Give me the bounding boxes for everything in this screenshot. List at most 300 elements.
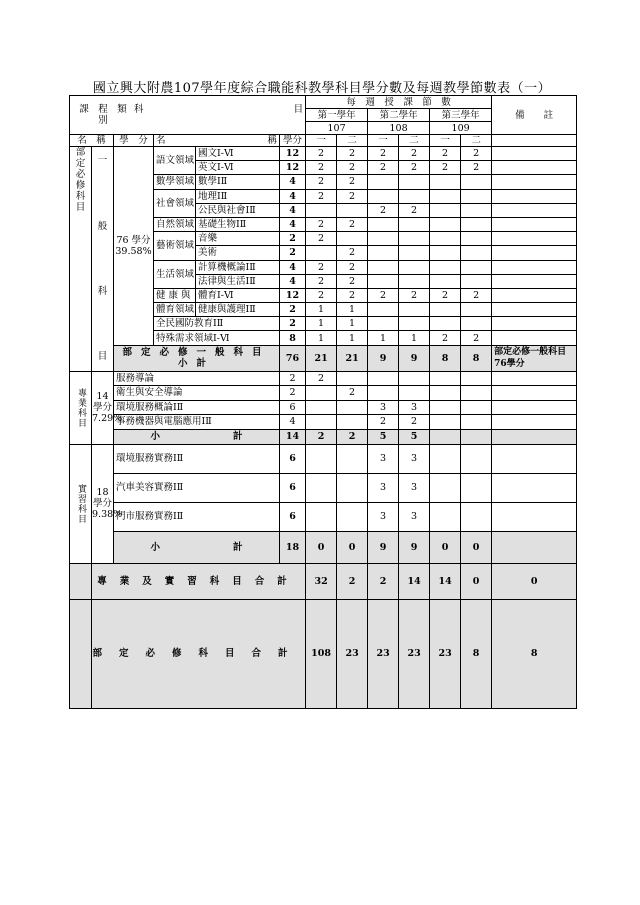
hours-cell: 8 <box>430 345 461 371</box>
hours-cell <box>306 246 337 260</box>
hours-cell <box>368 175 399 189</box>
hours-cell: 2 <box>399 161 430 175</box>
hours-cell: 2 <box>337 175 368 189</box>
hours-cell: 2 <box>306 429 337 444</box>
header-sem: 二 <box>461 135 492 147</box>
subject-name: 公民與社會ⅠⅡ <box>196 203 280 217</box>
hours-cell <box>461 246 492 260</box>
remark-cell <box>492 386 577 401</box>
hours-cell <box>461 175 492 189</box>
pro-prac-total-label: 專業及實習科目合計 <box>92 563 306 599</box>
hours-cell: 2 <box>306 288 337 302</box>
hours-cell <box>461 232 492 246</box>
prac-subtotal-credits: 18 <box>280 531 306 563</box>
general-char: 科 <box>97 285 108 297</box>
hours-cell <box>337 502 368 531</box>
hours-cell: 2 <box>430 288 461 302</box>
pro-category <box>70 371 92 444</box>
header-sem: 二 <box>337 135 368 147</box>
hours-cell <box>430 386 461 401</box>
domain-cell: 社會領域 <box>154 189 196 217</box>
domain-cell: 藝術領域 <box>154 232 196 260</box>
hours-cell <box>461 444 492 473</box>
hours-cell <box>430 260 461 274</box>
hours-cell: 0 <box>430 531 461 563</box>
hours-cell <box>368 274 399 288</box>
hours-cell: 2 <box>337 217 368 231</box>
subject-credits: 6 <box>280 400 306 415</box>
dept-char: 目 <box>75 202 86 213</box>
hours-cell: 9 <box>399 345 430 371</box>
hours-cell: 2 <box>337 260 368 274</box>
remark-cell <box>492 175 577 189</box>
hours-cell <box>399 371 430 386</box>
hours-cell <box>306 502 337 531</box>
hours-cell: 2 <box>337 386 368 401</box>
subject-name: 計算機概論ⅠⅡ <box>196 260 280 274</box>
subject-name: 音樂 <box>196 232 280 246</box>
hours-cell <box>306 415 337 430</box>
subject-credits: 2 <box>280 371 306 386</box>
hours-cell: 3 <box>399 473 430 502</box>
hours-cell <box>368 232 399 246</box>
subject-name: 數學ⅠⅡ <box>196 175 280 189</box>
general-char: 般 <box>97 220 108 232</box>
pro-credits: 14 學分 <box>92 391 112 414</box>
hours-cell: 2 <box>399 203 430 217</box>
remark-cell <box>492 331 577 345</box>
table-row <box>70 502 577 531</box>
remark-cell <box>492 415 577 430</box>
header-year3-no: 109 <box>430 122 492 135</box>
hours-cell: 3 <box>399 400 430 415</box>
hours-cell <box>430 502 461 531</box>
hours-cell <box>461 473 492 502</box>
hours-cell: 2 <box>461 147 492 161</box>
header-category-text: 課 程 類 別 <box>79 104 137 126</box>
hours-cell <box>461 386 492 401</box>
subject-name: 特殊需求領域Ⅰ-Ⅵ <box>154 331 280 345</box>
subject-credits: 6 <box>280 473 306 502</box>
hours-cell: 2 <box>430 147 461 161</box>
hours-cell <box>430 274 461 288</box>
hours-cell <box>399 386 430 401</box>
header-subject-name-a: 名 <box>156 135 166 146</box>
hours-cell <box>306 473 337 502</box>
header-subject-credits: 學分 <box>280 135 306 147</box>
hours-cell <box>430 444 461 473</box>
prac-credits-cell <box>92 444 123 563</box>
hours-cell: 0 <box>461 531 492 563</box>
hours-cell: 3 <box>368 400 399 415</box>
hours-cell <box>461 415 492 430</box>
pro-credits-cell <box>92 371 123 444</box>
remark-cell <box>492 203 577 217</box>
hours-cell: 2 <box>306 161 337 175</box>
hours-cell: 2 <box>368 203 399 217</box>
subject-name: 服務導論 <box>114 371 280 386</box>
hours-cell <box>461 502 492 531</box>
dept-char: 部 <box>75 147 86 158</box>
hours-cell: 2 <box>337 161 368 175</box>
subject-credits: 4 <box>280 415 306 430</box>
hours-cell: 2 <box>337 274 368 288</box>
hours-cell <box>430 246 461 260</box>
subject-credits: 6 <box>280 444 306 473</box>
hours-cell: 2 <box>306 189 337 203</box>
subject-credits: 12 <box>280 147 306 161</box>
prac-label: 實習科目 <box>76 483 86 524</box>
header-course-category <box>70 96 306 135</box>
table-row <box>70 415 577 430</box>
hours-cell: 2 <box>368 563 399 599</box>
hours-cell: 21 <box>337 345 368 371</box>
hours-cell: 3 <box>368 444 399 473</box>
general-credits: 76 學分 <box>116 234 151 246</box>
remark-cell <box>492 317 577 331</box>
remark-cell <box>492 444 577 473</box>
hours-cell: 14 <box>399 563 430 599</box>
remark-cell <box>492 217 577 231</box>
hours-cell: 2 <box>461 288 492 302</box>
subject-credits: 4 <box>280 175 306 189</box>
table-row <box>70 473 577 502</box>
domain-cell: 自然領域 <box>154 217 196 231</box>
hours-cell: 2 <box>306 371 337 386</box>
hours-cell: 2 <box>430 331 461 345</box>
hours-cell <box>337 415 368 430</box>
hours-cell <box>306 400 337 415</box>
subtotal-row <box>70 345 577 371</box>
hours-cell: 0 <box>461 563 492 599</box>
total-row <box>70 563 577 599</box>
subtotal-label-a: 小 <box>150 541 160 553</box>
hours-cell <box>430 217 461 231</box>
hours-cell <box>430 400 461 415</box>
hours-cell: 2 <box>399 288 430 302</box>
hours-cell <box>399 217 430 231</box>
hours-cell <box>368 217 399 231</box>
header-year2-no: 108 <box>368 122 430 135</box>
subtotal-label-b: 計 <box>232 431 243 443</box>
hours-cell: 2 <box>337 189 368 203</box>
domain-cell: 生活領域 <box>154 260 196 288</box>
hours-cell <box>368 317 399 331</box>
hours-cell: 14 <box>430 563 461 599</box>
remark-cell <box>492 288 577 302</box>
remark-cell <box>492 400 577 415</box>
subject-credits: 12 <box>280 288 306 302</box>
hours-cell: 2 <box>306 217 337 231</box>
general-subtotal-note: 部定必修一般科目76學分 <box>492 345 577 371</box>
total-row <box>70 599 577 708</box>
hours-cell: 1 <box>306 331 337 345</box>
hours-cell: 2 <box>399 147 430 161</box>
subtotal-label-b: 計 <box>232 541 243 553</box>
hours-cell <box>461 260 492 274</box>
subject-name: 全民國防教育ⅠⅡ <box>154 317 280 331</box>
hours-cell: 23 <box>399 599 430 708</box>
table-row <box>70 400 577 415</box>
hours-cell <box>430 232 461 246</box>
hours-cell: 9 <box>368 531 399 563</box>
hours-cell: 0 <box>492 563 577 599</box>
header-mu: 目 <box>293 104 304 115</box>
hours-cell <box>368 246 399 260</box>
grand-total-label: 部定必修科目合計 <box>92 599 306 708</box>
remark-cell <box>492 232 577 246</box>
subject-name: 門市服務實務ⅠⅡ <box>114 502 280 531</box>
subject-name: 體育Ⅰ-Ⅵ <box>196 288 280 302</box>
subtotal-row <box>70 531 577 563</box>
subject-credits: 2 <box>280 303 306 317</box>
header-year2: 第二學年 <box>368 109 430 122</box>
header-name: 名 稱 <box>70 135 114 147</box>
hours-cell <box>399 175 430 189</box>
hours-cell: 2 <box>399 415 430 430</box>
remark-cell <box>492 274 577 288</box>
subject-name: 環境服務實務ⅠⅡ <box>114 444 280 473</box>
subject-credits: 8 <box>280 331 306 345</box>
subject-name: 地理ⅠⅡ <box>196 189 280 203</box>
hours-cell <box>461 274 492 288</box>
subject-credits: 2 <box>280 317 306 331</box>
hours-cell: 23 <box>337 599 368 708</box>
hours-cell <box>399 246 430 260</box>
header-weekly-hours: 每 週 授 課 節 數 <box>306 96 492 109</box>
pro-subtotal-label <box>114 429 280 444</box>
header-sem: 一 <box>368 135 399 147</box>
hours-cell <box>461 429 492 444</box>
subject-name: 健康與護理ⅠⅡ <box>196 303 280 317</box>
hours-cell: 8 <box>461 345 492 371</box>
hours-cell <box>430 303 461 317</box>
hours-cell: 2 <box>461 161 492 175</box>
hours-cell: 2 <box>337 429 368 444</box>
subtotal-label-a: 小 <box>150 431 160 443</box>
header-subject-name-b: 稱 <box>267 135 277 146</box>
hours-cell: 5 <box>368 429 399 444</box>
hours-cell: 21 <box>306 345 337 371</box>
dept-char: 科 <box>75 191 86 202</box>
general-credits-cell <box>114 147 154 346</box>
hours-cell: 8 <box>492 599 577 708</box>
hours-cell <box>461 371 492 386</box>
hours-cell <box>399 232 430 246</box>
hours-cell: 2 <box>337 288 368 302</box>
domain-cell: 體育領域 <box>154 303 196 317</box>
hours-cell <box>461 217 492 231</box>
hours-cell: 2 <box>306 232 337 246</box>
dept-char: 必 <box>75 169 86 180</box>
general-pct: 39.58% <box>115 245 152 257</box>
subject-name: 國文Ⅰ-Ⅵ <box>196 147 280 161</box>
general-category-column <box>92 147 114 372</box>
table-row <box>70 444 577 473</box>
prac-credits: 18 學分 <box>92 487 112 510</box>
hours-cell <box>399 317 430 331</box>
subject-credits: 2 <box>280 246 306 260</box>
header-year3: 第三學年 <box>430 109 492 122</box>
subject-credits: 4 <box>280 189 306 203</box>
hours-cell <box>306 444 337 473</box>
grand-total-credits: 108 <box>306 599 337 708</box>
hours-cell <box>399 189 430 203</box>
prac-subtotal-label <box>114 531 280 563</box>
header-year1-no: 107 <box>306 122 368 135</box>
remark-cell <box>492 189 577 203</box>
subject-credits: 12 <box>280 161 306 175</box>
pro-prac_total-credits: 32 <box>306 563 337 599</box>
remark-cell <box>492 429 577 444</box>
hours-cell <box>430 189 461 203</box>
dept-column-cell <box>70 563 92 599</box>
curriculum-table <box>69 95 577 709</box>
hours-cell <box>337 203 368 217</box>
table-row <box>70 386 577 401</box>
prac-category <box>70 444 92 563</box>
header-year1: 第一學年 <box>306 109 368 122</box>
header-subject-name <box>154 135 280 147</box>
subject-name: 環境服務概論ⅠⅡ <box>114 400 280 415</box>
header-sem: 二 <box>399 135 430 147</box>
hours-cell: 1 <box>399 331 430 345</box>
hours-cell: 2 <box>430 161 461 175</box>
hours-cell: 2 <box>337 246 368 260</box>
subject-name: 事務機器與電腦應用ⅠⅡ <box>114 415 280 430</box>
subject-credits: 4 <box>280 203 306 217</box>
dept-char: 修 <box>75 180 86 191</box>
hours-cell <box>337 371 368 386</box>
header-ke: 科 <box>134 104 144 115</box>
hours-cell <box>399 260 430 274</box>
hours-cell <box>399 303 430 317</box>
hours-cell <box>430 317 461 331</box>
hours-cell <box>337 400 368 415</box>
remark-cell <box>492 246 577 260</box>
general-subtotal-label: 部定必修一般科目小計 <box>114 345 280 371</box>
table-row <box>70 147 577 161</box>
hours-cell <box>337 232 368 246</box>
subject-name: 英文Ⅰ-Ⅵ <box>196 161 280 175</box>
hours-cell <box>368 260 399 274</box>
hours-cell <box>430 371 461 386</box>
remark-cell <box>492 502 577 531</box>
hours-cell <box>461 303 492 317</box>
table-row <box>70 371 577 386</box>
subject-credits: 2 <box>280 386 306 401</box>
general-char: 目 <box>97 351 108 363</box>
hours-cell: 2 <box>368 147 399 161</box>
hours-cell: 1 <box>337 317 368 331</box>
header-remarks: 備 註 <box>492 96 577 135</box>
hours-cell: 2 <box>306 175 337 189</box>
hours-cell <box>306 386 337 401</box>
dept-required-column <box>70 147 92 372</box>
hours-cell: 5 <box>399 429 430 444</box>
hours-cell: 0 <box>337 531 368 563</box>
header-sem: 一 <box>306 135 337 147</box>
hours-cell <box>399 274 430 288</box>
hours-cell: 2 <box>306 274 337 288</box>
hours-cell: 1 <box>306 317 337 331</box>
remark-cell <box>492 147 577 161</box>
hours-cell <box>430 429 461 444</box>
header-empty <box>492 135 577 147</box>
hours-cell <box>368 386 399 401</box>
subject-credits: 4 <box>280 274 306 288</box>
hours-cell: 1 <box>337 303 368 317</box>
hours-cell: 8 <box>461 599 492 708</box>
hours-cell: 2 <box>368 161 399 175</box>
header-credits: 學 分 <box>114 135 154 147</box>
hours-cell: 3 <box>368 502 399 531</box>
subject-name: 美術 <box>196 246 280 260</box>
header-sem: 一 <box>430 135 461 147</box>
hours-cell: 3 <box>399 444 430 473</box>
hours-cell <box>461 203 492 217</box>
domain-cell: 數學領域 <box>154 175 196 189</box>
pro-subtotal-credits: 14 <box>280 429 306 444</box>
hours-cell <box>306 203 337 217</box>
page-title: 國立興大附農107學年度綜合職能科教學科目學分數及每週教學節數表（一） <box>92 81 552 96</box>
hours-cell <box>430 175 461 189</box>
remark-cell <box>492 473 577 502</box>
hours-cell: 2 <box>337 563 368 599</box>
hours-cell: 2 <box>306 260 337 274</box>
hours-cell: 23 <box>430 599 461 708</box>
general-subtotal-credits: 76 <box>280 345 306 371</box>
dept-column-cell <box>70 599 92 708</box>
hours-cell <box>430 415 461 430</box>
hours-cell <box>337 444 368 473</box>
subtotal-row <box>70 429 577 444</box>
general-char: 一 <box>97 155 108 167</box>
hours-cell <box>430 203 461 217</box>
subject-credits: 4 <box>280 217 306 231</box>
hours-cell: 2 <box>306 147 337 161</box>
remark-cell <box>492 161 577 175</box>
remark-cell <box>492 303 577 317</box>
hours-cell: 3 <box>399 502 430 531</box>
remark-cell <box>492 531 577 563</box>
domain-cell: 語文領域 <box>154 147 196 175</box>
hours-cell <box>461 189 492 203</box>
hours-cell <box>430 473 461 502</box>
domain-cell: 健康與 <box>154 288 196 302</box>
pro-pct: 7.29% <box>92 413 123 425</box>
subject-name: 基礎生物ⅠⅡ <box>196 217 280 231</box>
hours-cell: 1 <box>368 331 399 345</box>
subject-name: 法律與生活ⅠⅡ <box>196 274 280 288</box>
subject-name: 衛生與安全導論 <box>114 386 280 401</box>
hours-cell <box>337 473 368 502</box>
hours-cell: 2 <box>368 415 399 430</box>
hours-cell: 2 <box>337 147 368 161</box>
hours-cell: 1 <box>306 303 337 317</box>
subject-credits: 2 <box>280 232 306 246</box>
dept-char: 定 <box>75 158 86 169</box>
hours-cell <box>461 317 492 331</box>
prac-pct: 9.38% <box>92 509 123 521</box>
hours-cell: 23 <box>368 599 399 708</box>
hours-cell: 1 <box>337 331 368 345</box>
remark-cell <box>492 260 577 274</box>
hours-cell: 9 <box>399 531 430 563</box>
hours-cell: 0 <box>306 531 337 563</box>
hours-cell <box>368 303 399 317</box>
hours-cell: 2 <box>461 331 492 345</box>
